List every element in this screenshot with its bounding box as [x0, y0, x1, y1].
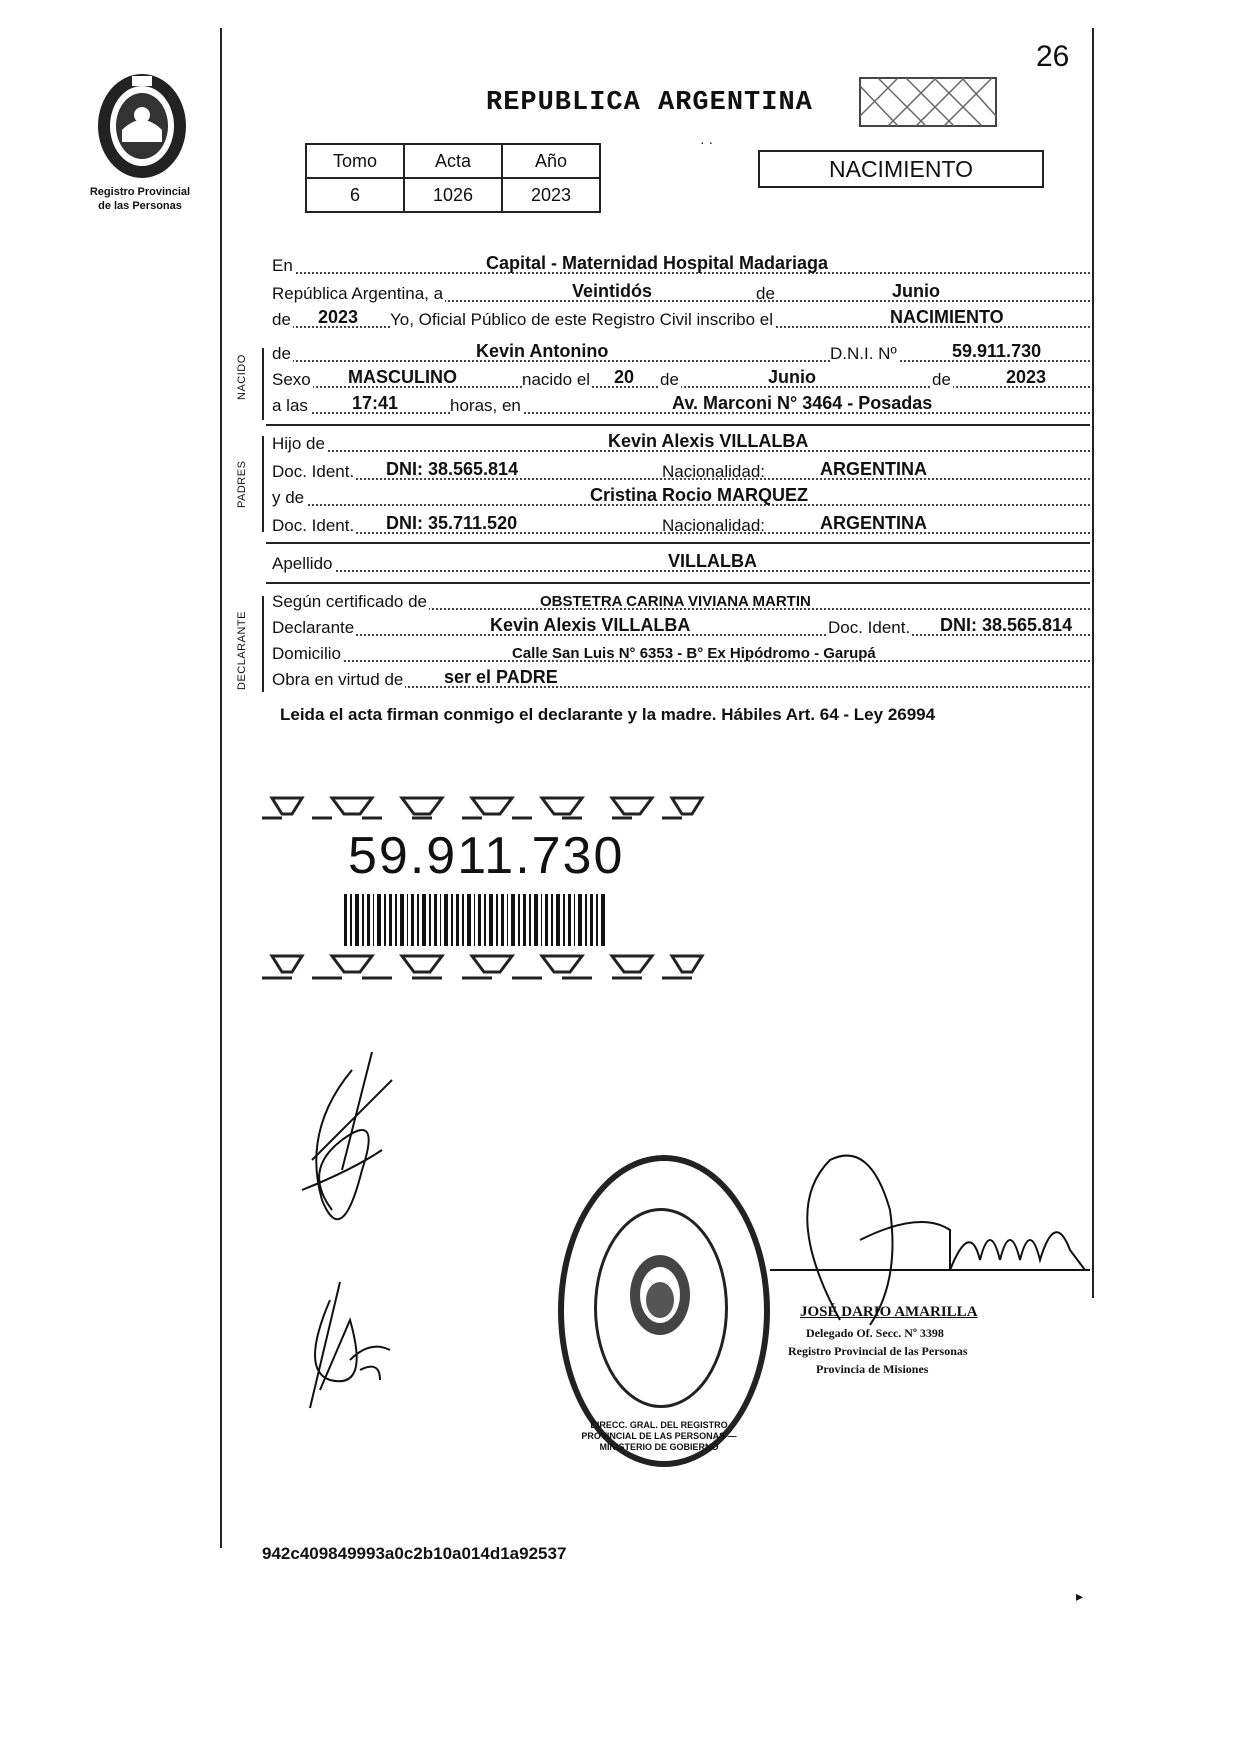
document-type-box: NACIMIENTO — [758, 150, 1044, 188]
value-surname: VILLALBA — [668, 551, 757, 571]
label-de-month: de — [756, 284, 775, 303]
label-declarante: Declarante — [272, 618, 355, 637]
tomo-header: Tomo — [306, 144, 404, 178]
value-year: 2023 — [318, 307, 359, 327]
row-certificate — [272, 590, 1090, 614]
acta-value: 1026 — [404, 178, 502, 212]
security-pattern-top-icon — [262, 792, 712, 822]
official-role: Delegado Of. Secc. Nº 3398 — [806, 1326, 944, 1340]
label-de-2: de — [932, 370, 951, 389]
row-father — [272, 432, 1090, 456]
left-margin-line — [220, 28, 222, 1548]
dni-number-large: 59.911.730 — [348, 827, 625, 885]
row-place — [272, 254, 1090, 278]
acta-header: Acta — [404, 144, 502, 178]
row-capacity — [272, 668, 1090, 692]
label-apellido: Apellido — [272, 554, 333, 573]
value-father-nat: ARGENTINA — [820, 459, 927, 479]
label-horas-en: horas, en — [450, 396, 521, 415]
signature-declarant-icon — [282, 1050, 412, 1270]
label-de-name: de — [272, 344, 291, 363]
section-label-nacido: NACIDO — [236, 354, 248, 400]
row-yo — [272, 308, 1090, 332]
label-yo: Yo, Oficial Público de este Registro Civil inscribo el — [390, 310, 773, 329]
value-birth-day: 20 — [614, 367, 635, 387]
security-pattern-bottom-icon — [262, 950, 712, 982]
label-nacionalidad-2: Nacionalidad: — [662, 516, 766, 535]
label-nacionalidad-1: Nacionalidad: — [662, 462, 766, 481]
value-birth-month: Junio — [768, 367, 816, 387]
value-day-words: Veintidós — [572, 281, 653, 301]
barcode-icon — [344, 894, 606, 946]
label-nacido-el: nacido el — [522, 370, 591, 389]
document-title: REPUBLICA ARGENTINA — [486, 88, 813, 118]
label-y-de: y de — [272, 488, 305, 507]
page-number: 26 — [1036, 40, 1070, 73]
value-capacity: ser el PADRE — [444, 667, 558, 687]
value-place: Capital - Maternidad Hospital Madariaga — [486, 253, 829, 273]
label-dni: D.N.I. Nº — [830, 344, 897, 363]
divider-3 — [266, 582, 1090, 584]
value-father-doc: DNI: 38.565.814 — [386, 459, 519, 479]
row-mother-doc — [272, 514, 1090, 538]
label-de-year: de — [272, 310, 291, 329]
value-father: Kevin Alexis VILLALBA — [608, 431, 809, 451]
value-dni: 59.911.730 — [952, 341, 1042, 361]
anio-value: 2023 — [502, 178, 600, 212]
value-mother-doc: DNI: 35.711.520 — [386, 513, 518, 533]
row-declarant — [272, 616, 1090, 640]
row-sexo — [272, 368, 1090, 392]
row-name — [272, 342, 1090, 366]
divider-2 — [266, 542, 1090, 544]
right-margin-line — [1092, 28, 1094, 1298]
record-table — [305, 143, 601, 213]
label-sexo: Sexo — [272, 370, 311, 389]
label-segun: Según certificado de — [272, 592, 427, 611]
label-doc-ident-2: Doc. Ident. — [272, 516, 355, 535]
row-time — [272, 394, 1090, 418]
official-org: Registro Provincial de las Personas — [788, 1344, 968, 1358]
value-sex: MASCULINO — [348, 367, 457, 387]
row-date — [272, 282, 1090, 306]
bracket-nacido — [262, 348, 264, 420]
label-domicilio: Domicilio — [272, 644, 341, 663]
watermark-stamp-icon — [858, 76, 998, 128]
label-obra: Obra en virtud de — [272, 670, 404, 689]
value-birth-place: Av. Marconi N° 3464 - Posadas — [672, 393, 933, 413]
label-doc-ident-1: Doc. Ident. — [272, 462, 355, 481]
label-de-1: de — [660, 370, 679, 389]
value-mother-nat: ARGENTINA — [820, 513, 927, 533]
label-doc-ident-3: Doc. Ident. — [828, 618, 911, 637]
value-declarant: Kevin Alexis VILLALBA — [490, 615, 691, 635]
row-surname — [272, 552, 1090, 576]
tomo-value: 6 — [306, 178, 404, 212]
official-name: JOSÉ DARIO AMARILLA — [800, 1304, 978, 1320]
value-month: Junio — [892, 281, 940, 301]
label-hijo-de: Hijo de — [272, 434, 325, 453]
province-seal-icon — [92, 70, 192, 182]
bracket-padres — [262, 436, 264, 532]
dots-mark: · · — [700, 134, 714, 150]
value-event: NACIMIENTO — [890, 307, 1004, 327]
label-en: En — [272, 256, 293, 275]
label-republica: República Argentina, a — [272, 284, 444, 303]
logo-caption-1: Registro Provincial — [89, 186, 191, 198]
signature-official-icon — [740, 1150, 1090, 1330]
section-label-padres: PADRES — [236, 460, 248, 508]
row-father-doc — [272, 460, 1090, 484]
value-name: Kevin Antonino — [476, 341, 609, 361]
signature-mother-icon — [290, 1280, 400, 1410]
label-a-las: a las — [272, 396, 308, 415]
value-declarant-doc: DNI: 38.565.814 — [940, 615, 1073, 635]
row-address — [272, 642, 1090, 666]
official-province: Provincia de Misiones — [816, 1362, 929, 1376]
value-address: Calle San Luis N° 6353 - B° Ex Hipódromo - Garupá — [512, 645, 876, 662]
stray-mark: ▸ — [1076, 1588, 1084, 1604]
value-birth-year: 2023 — [1006, 367, 1047, 387]
stamp-text: DIRECC. GRAL. DEL REGISTRO PROVINCIAL DE LAS PERSONAS — MINISTERIO DE GOBIERNO — [581, 1420, 737, 1452]
logo-caption-2: de las Personas — [98, 200, 182, 212]
row-mother — [272, 486, 1090, 510]
divider-1 — [266, 424, 1090, 426]
hash-code: 942c409849993a0c2b10a014d1a92537 — [262, 1544, 567, 1563]
section-label-declarante: DECLARANTE — [236, 611, 248, 690]
value-time: 17:41 — [352, 393, 399, 413]
bracket-declarante — [262, 596, 264, 692]
value-mother: Cristina Rocio MARQUEZ — [590, 485, 809, 505]
value-certificate: OBSTETRA CARINA VIVIANA MARTIN — [540, 593, 811, 610]
closing-note: Leida el acta firman conmigo el declarante y la madre. Hábiles Art. 64 - Ley 26994 — [280, 705, 936, 724]
anio-header: Año — [502, 144, 600, 178]
stamp-emblem-icon — [626, 1250, 694, 1340]
